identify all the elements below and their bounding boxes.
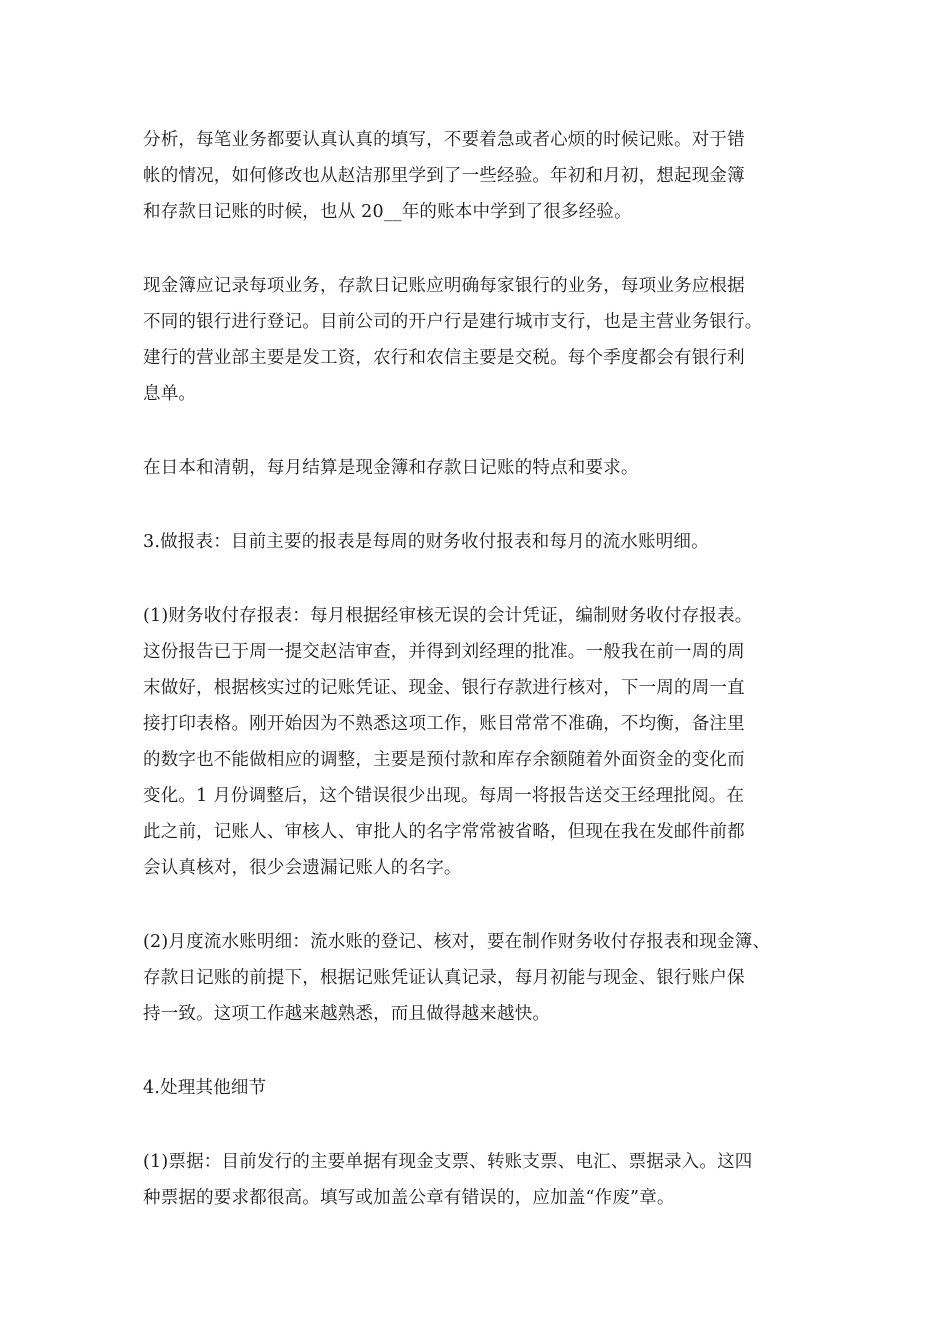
text-line: (1)财务收付存报表：每月根据经审核无误的会计凭证，编制财务收付存报表。 [143,606,753,626]
text-line: 持一致。这项工作越来越熟悉，而且做得越来越快。 [143,1004,551,1024]
paragraph-bills [143,1144,823,1216]
paragraph-1 [143,122,823,230]
text-line: 会认真核对，很少会遗漏记账人的名字。 [143,858,462,878]
text-line: 不同的银行进行登记。目前公司的开户行是建行城市支行，也是主营业务银行。 [143,312,763,332]
paragraph-3 [143,450,823,486]
paragraph-monthly-ledger [143,924,823,1032]
text-line: 分析，每笔业务都要认真认真的填写，不要着急或者心烦的时候记账。对于错 [143,130,745,150]
document-body [143,122,823,1254]
section-heading-details [143,1070,823,1106]
section-heading-reports [143,524,823,560]
text-line: 这份报告已于周一提交赵洁审查，并得到刘经理的批准。一般我在前一周的周 [143,642,745,662]
text-line: 在日本和清朝，每月结算是现金簿和存款日记账的特点和要求。 [143,458,639,478]
text-line: 种票据的要求都很高。填写或加盖公章有错误的，应加盖“作废”章。 [143,1188,675,1208]
text-line: 变化。1 月份调整后，这个错误很少出现。每周一将报告送交王经理批阅。在 [143,786,745,806]
text-line: 和存款日记账的时候，也从 20__年的账本中学到了很多经验。 [143,202,632,222]
text-line: 的数字也不能做相应的调整，主要是预付款和库存余额随着外面资金的变化而 [143,750,745,770]
text-line: (2)月度流水账明细：流水账的登记、核对，要在制作财务收付存报表和现金簿、 [143,932,771,952]
text-line: (1)票据：目前发行的主要单据有现金支票、转账支票、电汇、票据录入。这四 [143,1152,753,1172]
text-line: 3.做报表：目前主要的报表是每周的财务收付报表和每月的流水账明细。 [143,532,709,552]
text-line: 末做好，根据核实过的记账凭证、现金、银行存款进行核对，下一周的周一直 [143,678,745,698]
paragraph-2 [143,268,823,412]
text-line: 4.处理其他细节 [143,1078,267,1098]
paragraph-receipts-report [143,598,823,886]
text-line: 帐的情况，如何修改也从赵洁那里学到了一些经验。年初和月初，想起现金簿 [143,166,745,186]
text-line: 存款日记账的前提下，根据记账凭证认真记录，每月初能与现金、银行账户保 [143,968,745,988]
text-line: 建行的营业部主要是发工资，农行和农信主要是交税。每个季度都会有银行利 [143,348,745,368]
text-line: 息单。 [143,384,197,404]
text-line: 接打印表格。刚开始因为不熟悉这项工作，账目常常不准确，不均衡，备注里 [143,714,745,734]
text-line: 此之前，记账人、审核人、审批人的名字常常被省略，但现在我在发邮件前都 [143,822,745,842]
text-line: 现金簿应记录每项业务，存款日记账应明确每家银行的业务，每项业务应根据 [143,276,745,296]
